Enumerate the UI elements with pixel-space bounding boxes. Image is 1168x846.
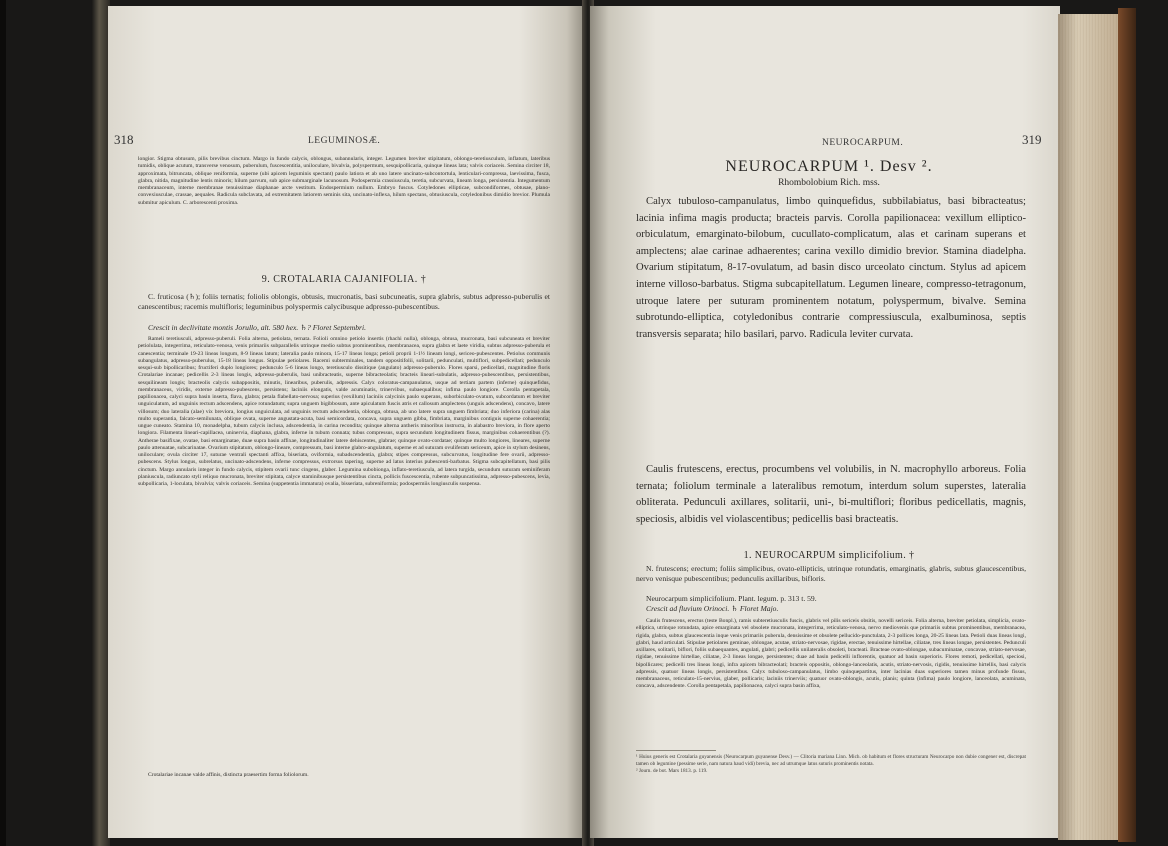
right-diagnosis: N. frutescens; erectum; foliis simplicibus, ovato-ellipticis, utrinque rotundatis, emarginatis, glabris, subtus glaucescentibus, nervo venisque pubescentibus; pedunculis axillaribus, bifloris. <box>636 564 1026 583</box>
left-page <box>108 6 586 838</box>
genus-title: NEUROCARPUM ¹. Desv ². <box>725 158 933 175</box>
left-border <box>0 0 6 846</box>
right-description: Caulis frutescens, erectus (teste Bonpl.), ramis subteretiusculis fuscis, glabris vel pilis sericeis obsitis, novelli sericeis. Folia alterna, breviter petiolata, simplicia, ovato-elliptica, utrinque rotundata, apice emarginata vel obsolete mucronata, integerrima, reticulato-venosa, nervo mediovenis que primariis subtus prominentibus, membranacea, rigida, glabra, subtus glaucescentia inque venis primariis puberula, densissime et obsolete pellucido-punctulata, 2-3 pollices longa, 20-25 lineas lata. Petioli duas lineas longi, glabri, haud articulati. Stipulae petiolares geminae, oblongae, acutae, striato-nervosae, rigidae, erectae, tenuissime hirtellae, ciliatae, tres lineas longae, persistentes. Pedunculi axillares, solitarii, biflori, foliis subaequantes, angulati, glabri; pedicellis unilateralis obsoleti, bracteati. Bracteae ovato-oblongae, subacuminatae, concavae, striato-nervosae, rigidae, tenuissime hirtellae, ciliatae, 2-3 lineas longae, persistentes; duae ad basin pedicelli inflorentis, quatuor ad basin superioris. Flores remoti, pedicellati, speciosi, bipollicares; pedicelli tres lineas longi, infra apicem bibracteolati; bracteis oppositis, oblongo-lanceolatis, acutis, striato-nervosis, rigidis, tenuissime hirtellis, basi calycis adpressis, quatuor lineas longis, persistentibus. Calyx tubuloso-campanulatus, limbo quinquepartitus, inter lacinias duas superiores tamen minus profunde fissus, membranaceus, reticulato-15-nervius, glaber, pollicaris; laciniis trinerviis; quatuor ovato-oblongis, acutis, planis; quinta (infima) paulo longiore, lanceolata, acuminata, concava, adscendente. Corolla pentapetala, papilionacea, calyci supra basin affixa, <box>636 618 1026 690</box>
left-closing-remark: Crotalariae incanae valde affinis, distincta praesertim forma foliolorum. <box>148 772 309 778</box>
genus-note: Caulis frutescens, erectus, procumbens vel volubilis, in N. macrophyllo arboreus. Folia ternata; foliolum terminale a lateralibus remotum, interdum solum superstes, lateralia obliterata. Pedunculi axillares, solitarii, uni-, bi-multiflori; floribus pedicellatis, magnis, speciosis, albidis vel violascentibus; pedicellis basi bracteatis. <box>636 464 1026 525</box>
right-running-head: NEUROCARPUM. <box>822 138 904 148</box>
left-diagnosis: C. fruticosa (♄); foliis ternatis; foliolis oblongis, obtusis, mucronatis, basi subcuneatis, supra glabris, subtus adpresso-puberulis et canescentibus; racemis multifloris; leguminibus polyspermis calycibusque adpresso-pubescentibus. <box>138 292 550 311</box>
right-page <box>590 6 1060 838</box>
right-locality: Crescit ad fluvium Orinoci. ♄ Floret Majo. <box>646 604 779 613</box>
book-cover-edge <box>1118 8 1136 842</box>
left-page-number: 318 <box>114 132 134 147</box>
left-description: Rameli teretiusculi, adpresso-puberuli. Folia alterna, petiolata, ternata. Folioli omnino petiolo insertis (rhachi nulla), oblonga, obtusa, mucronata, basi subcuneata et breviter petiolulata, integerrima, reticulato-venosa, venis primariis subparallelis utrinque medio subtus prominentibus, membranacea, supra glabra et laete viridia, subtus adpresso-puberula et canescentia; terminale 19-23 lineas longum, 8-9 lineas latum; lateralia paulo minora, 15-17 lineas longa; petioli proprii 1-1½ lineam longi, sericeo-pubescentes. Petiolus communis subangulatus, adpresso-puberulus, 15-18 lineas longus. Stipulae petiolares. Racemi subterminales, tandem oppositifolii, solitarii, pedunculati, multiflori, subpedicellati; pedunculo sesqui-sub bipollicaribus; fructiferi duplo longiores; pedunculo 5-6 lineas longo, teretiusculo dissitique (angulato) adpresso-puberulo. Flores sparsi, pedicellati, magnitudine floris Crotalariae incanae; pedicellis 2-3 lineas longis, adpresso-puberulis, basi unibracteatis, superne bibracteolatis; bracteis lineari-subulatis, adpresso-pubescentibus, persistentibus, sesquilineam longis; bracteolis calycis subappositis, minutis, linearibus, puberulis, adpressis. Calyx coloratus-campanulatus, usque ad tertiam partem (inferne) quinquefidus, membranaceus, viridis, externe adpresso-pubescens, persistens; laciniis elongatis, valde acuminatis, trinervibus, subaequalibus; infima paulo longiore. Corolla pentapetala, papilionacea, calyci supra basin inserta, flava, glabra; petala flabellato-nervosa; superius (vexillum) laciniis calycinis paulo superans, suborbiculato-ovatum, subcordatum et breviter unguiculatum, ad unguinis rectum adscendens, apice rotundatum; supra unguem bigibbosum, ante apiculatum fuscis atris et callosum amplectens (unguis adscendens), concavo, latere villosum; duo lateralia (alae) vix breviora, longius unguiculata, ad unguinis rectum adscendentia, oblonga, obtusa, ab uno latere supra unguem fimbriata; duo inferiora (carina) alas multo superantia, falcato-semilunata, oblique ovata, superne angustata-acuta, basi semicordata, concava, supra unguem gibba, fimbriata, marginibus contiguis superne cohaerentia; ungue cuneato. Stamina 10, monadelpha, tubum calycis inclusa, adscendentia, in carina recondita; quinque alterna antheris minoribus instructa, in alabastro breviora, in flore aperto longiora. Filamenta lineari-capillacea, uninervia, diaphana, glabra, inferne in tubum connata; tubus compressus, supra secundum longitudinem fissus, marginibus cohaerentibus (?). Antherae basifixae, ovatae, basi emarginatae, duae supra basin affixae, longitudinaliter latere dehiscentes, glabrae; quinque ovato-cordatae; quinque multo longiores, lineares, superne paulo attenuatae, subcarinatae. Ovarium stipitatum, oblongo-lineare, compressum, basi interne glabro-angulatum, superne et ad suturam ovuliferam sericeum, apice in stylum desinens, uniloculare; ovula circiter 17, suturae ventrali spectanti affixa, biseriata, oviformia, subadscendentia, glabra; stipes compressus, subcurvatus, longitudine fere ovarii, adpresso-pubescens. Stylus longus, subrelatus, uncinato-adscendens, inferne compressus, extrorsus tapering, superne ad latus interius pubescenti-barbatus. Stigma subcapitellatum, basi pilis cinctum. Margo annularis integer in fundo calycis, stipitem ovarii tunc cingens, glaber. Legumina subobionga, inflato-teretiuscula, ad latera turgida, secundum suturam seminiferam planiuscula, radiuncato styli reliquo mucronata, breviter stipitata, calyce staminibusque persistentibus cincta, pollicis fuscescentia, rubente subpuncatissima, adpresso-pubescens, levia, subpollicaria, 1-loculata, bivalvia; valvis coriaceis. Semina (suppetentia immatura) ovalia, bisseriata, subreniformia; podospermiis longiusculis suspensa. <box>138 336 550 487</box>
footnote-rule <box>636 750 716 751</box>
right-page-number: 319 <box>1022 132 1042 147</box>
right-species-heading: 1. NEUROCARPUM simplicifolium. † <box>743 550 915 561</box>
genus-description: Calyx tubuloso-campanulatus, limbo quinquefidus, subbilabiatus, basi bibracteatus; lacinia infima magis producta; bracteis parvis. Corolla papilionacea: vexillum elliptico-orbiculatum, emarginato-bilobum, cucullato-complicatum, alas et carinam superans et amplectens; alae carinae adhaerentes; carina vexillo dimidio brevior. Stamina diadelpha. Ovarium stipitatum, 8-17-ovulatum, ad basin disco urceolato cinctum. Stylus ad apicem interne villoso-barbatus. Stigma subcapitellatum. Legumen lineare, compresso-tetragonum, utroque latere per suturam prominentem notatum, polyspermum, bivalve. Semina subrotundo-elliptica, cotyledonibus contrarie compressiuscula, exalbuminosa, septis transversis separata; hilo basilari, parvo. Radicula leviter curvata. <box>636 196 1026 340</box>
footnote-1: ¹ Huius generis est Crotalaria guyanensis (Neurocarpum guyanense Desv.) — Clitoria mariana Linn. Mich. ob habitum et flores structuram Neurocarpo non dubie congener est, discrepat tamen ob legumine (pessime serie, nam natura haud vidi) brevia, nec ad utrumque latus suturis prominentis notata. <box>636 754 1026 767</box>
left-running-head: LEGUMINOSÆ. <box>308 136 381 146</box>
prev-genus-description: longior. Stigma obtusum, pilis brevibus cinctum. Margo in fundo calycis, oblongus, subannularis, integer. Legumen breviter stipitatum, oblongo-teretiusculum, inflatum, lateribus tumidis, oblique acutum, transverse venosum, puberulum, fuscescentitia, uniloculare, bivalvia, polyspermum, sesquipollicaria, quinque lineas lata; valvis coriaceis. Semina circiter 18, approximata, bitruncata, oblique reniformia, superne (ubi apicem leguminis spectant) paulo latiora et ab uno latere uncinato-subcontortula, lenticulari-compressa, laevissima, fusca, glabra, nitida, magnitudine lentis minoris; hilum parvum, sub apice submarginale lacunosum. Podospermia crassiuscula, teretia, subcurvata, lineam longa, persistentia. Integumentum membranaceum, interne membranae tenuissimae diaphanae arcte vestitum. Endospermium nullum. Embryo fuscus. Cotyledones ellipticae, subcondiformes, obtusae, plano-convexiusculae, crassae, aequales. Radicula subclavata, ad extremitatem latiorem seminis sita, uncinato-inflexa, hilum spectans, obtusiuscula, cotyledonibus dimidio brevior. Plumula submitur apiculum. C. arborescenti proxima. <box>138 156 550 206</box>
footnote-2: ² Journ. de bot. Mars 1813. p. 119. <box>636 767 708 774</box>
book-page-edges <box>1058 14 1122 840</box>
left-species-heading: 9. CROTALARIA CAJANIFOLIA. † <box>261 274 427 285</box>
footnotes <box>636 754 1026 774</box>
genus-synonym: Rhombolobium Rich. mss. <box>778 178 880 188</box>
right-synonymy: Neurocarpum simplicifolium. Plant. legum. p. 313 t. 59. <box>646 594 817 603</box>
left-locality: Crescit in declivitate montis Jorullo, alt. 580 hex. ♄? Floret Septembri. <box>148 323 366 332</box>
